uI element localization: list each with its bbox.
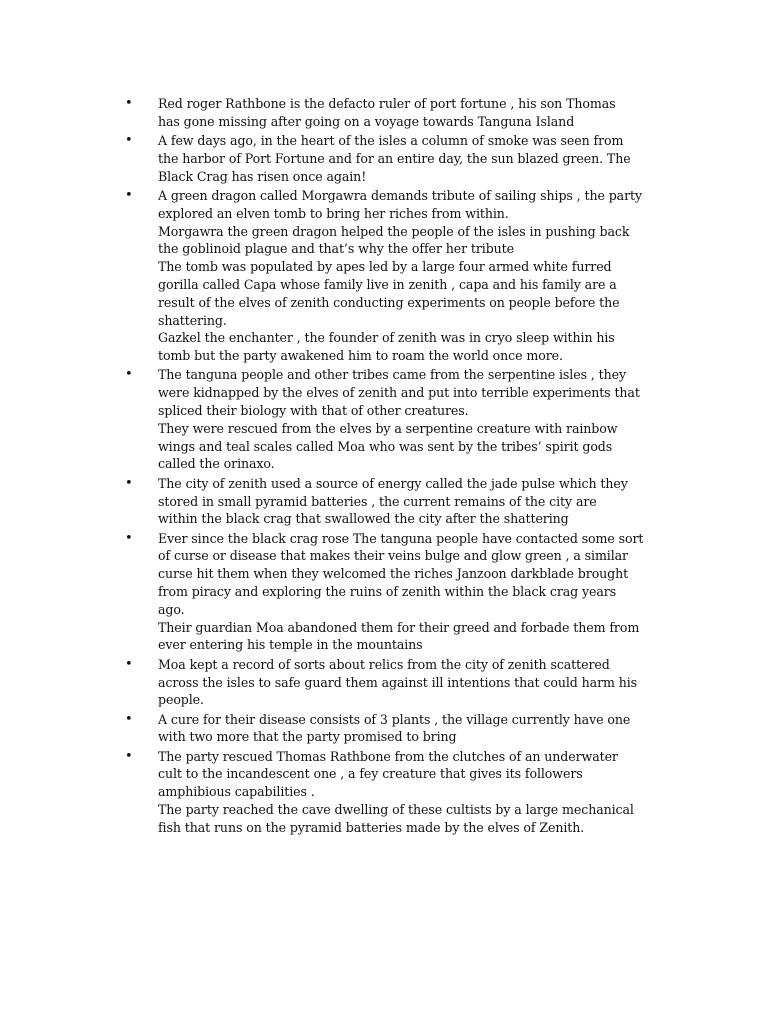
bullet-icon: • [125, 367, 133, 383]
bullet-icon: • [125, 475, 133, 491]
bullet-icon: • [125, 96, 133, 111]
bullet-icon: • [125, 748, 133, 764]
list-item-paragraph: Ever since the black crag rose The tanguna people have contacted some sort of curse or disease that makes their veins bulge and glow green , a similar curse hit them when they welcomed the riches Janzoon darkblade brought from piracy and exploring the ruins of zenith within the black crag years ago. [158, 530, 644, 617]
bullet-icon: • [125, 530, 133, 546]
list-item-paragraph: Gazkel the enchanter , the founder of zenith was in cryo sleep within his tomb but the party awakened him to roam the world once more. [158, 330, 615, 364]
list-item [122, 530, 662, 655]
list-item [122, 132, 662, 185]
list-item-paragraph: Moa kept a record of sorts about relics from the city of zenith scattered across the isles to safe guard them against ill intentions that could harm his people. [158, 656, 638, 708]
list-item [122, 95, 662, 131]
list-item-paragraph: Their guardian Moa abandoned them for their greed and forbade them from ever entering his temple in the mountains [158, 619, 640, 653]
list-item [122, 475, 662, 528]
list-item [122, 366, 662, 473]
list-item [122, 748, 662, 837]
list-item-paragraph: Morgawra the green dragon helped the people of the isles in pushing back the goblinoid plague and that’s why the offer her tribute [158, 223, 630, 257]
list-item-paragraph: Red roger Rathbone is the defacto ruler of port fortune , his son Thomas has gone missing after going on a voyage towards Tanguna Island [158, 96, 616, 129]
list-item [122, 187, 662, 365]
list-item-paragraph: The tanguna people and other tribes came from the serpentine isles , they were kidnapped by the elves of zenith and put into terrible experiments that spliced their biology with that of other creatures. [158, 367, 640, 419]
bullet-icon: • [125, 656, 133, 672]
list-item [122, 656, 662, 709]
bullet-list [122, 95, 662, 838]
list-item [122, 711, 662, 747]
bullet-icon: • [125, 133, 133, 149]
list-item-paragraph: A few days ago, in the heart of the isles a column of smoke was seen from the harbor of Port Fortune and for an entire day, the sun blazed green. The Black Crag has risen once again! [158, 133, 631, 184]
list-item-paragraph: The party reached the cave dwelling of these cultists by a large mechanical fish that runs on the pyramid batteries made by the elves of Zenith. [158, 802, 634, 835]
list-item-paragraph: A green dragon called Morgawra demands tribute of sailing ships , the party explored an elven tomb to bring her riches from within. [158, 187, 642, 221]
list-item-paragraph: A cure for their disease consists of 3 plants , the village currently have one with two more that the party promised to bring [158, 711, 631, 745]
list-item-paragraph: The party rescued Thomas Rathbone from the clutches of an underwater cult to the incandescent one , a fey creature that gives its followers amphibious capabilities . [158, 748, 618, 800]
list-item-paragraph: The city of zenith used a source of energy called the jade pulse which they stored in small pyramid batteries , the current remains of the city are within the black crag that swallowed the city after the shattering [158, 475, 628, 527]
list-item-paragraph: The tomb was populated by apes led by a large four armed white furred gorilla called Capa whose family live in zenith , capa and his family are a result of the elves of zenith conducting experiments on people before the shattering. [158, 259, 620, 328]
list-item-paragraph: They were rescued from the elves by a serpentine creature with rainbow wings and teal scales called Moa who was sent by the tribes’ spirit gods called the orinaxo. [158, 420, 618, 472]
bullet-icon: • [125, 187, 133, 203]
bullet-icon: • [125, 711, 133, 727]
